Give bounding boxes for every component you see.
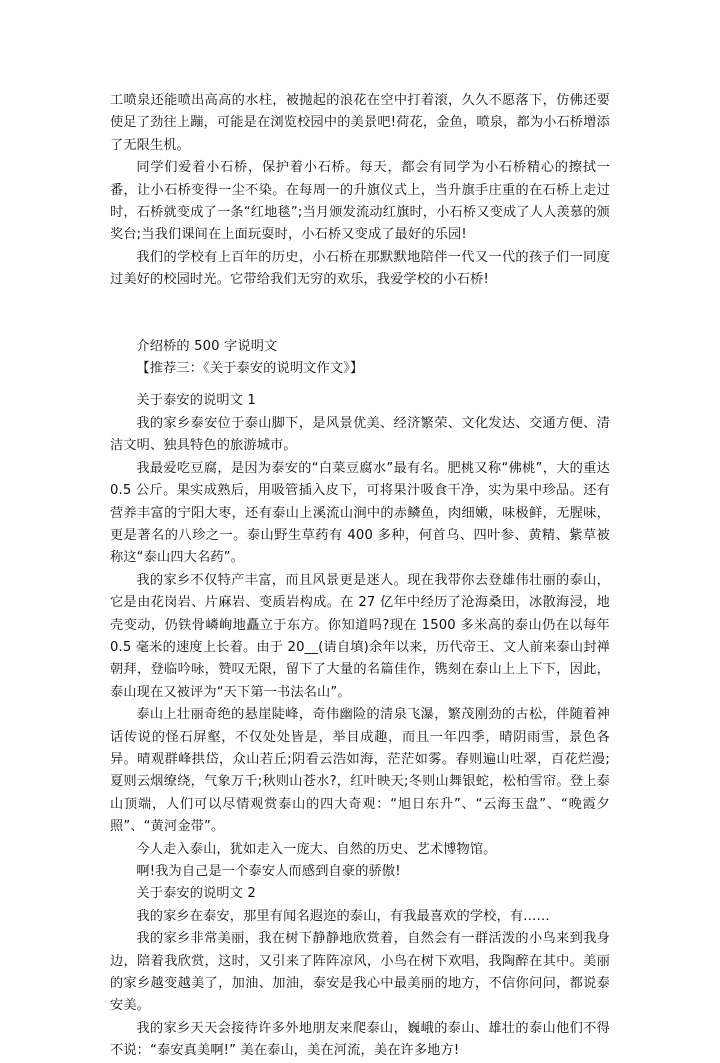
document-body — [110, 90, 610, 1063]
paragraph-history: 我们的学校有上百年的历史，小石桥在那默默地陪伴一代又一代的孩子们一同度过美好的校园时光。它带给我们无穷的欢乐，我爱学校的小石桥! — [110, 249, 610, 288]
essay1-paragraph: 啊!我为自己是一个泰安人而感到自豪的骄傲! — [136, 864, 401, 879]
essay1-title: 关于泰安的说明文 1 — [136, 393, 256, 409]
recommend-heading: 【推荐三：《关于泰安的说明文作文》】 — [136, 361, 364, 377]
section-gap-small — [110, 380, 610, 390]
section-gap — [110, 292, 610, 336]
section-title: 介绍桥的 500 字说明文 — [136, 338, 278, 354]
essay1-paragraph: 我的家乡泰安位于泰山脚下，是风景优美、经济繁荣、文化发达、交通方便、清洁文明、独具特色的旅游城市。 — [110, 415, 610, 454]
essay2-title: 关于泰安的说明文 2 — [136, 886, 256, 902]
paragraph-fountain: 工喷泉还能喷出高高的水柱，被抛起的浪花在空中打着滚，久久不愿落下，仿佛还要使足了劲往上蹦，可能是在浏览校园中的美景吧!荷花，金鱼，喷泉，都为小石桥增添了无限生机。 — [110, 93, 610, 153]
essay1-paragraph: 今人走入泰山，犹如走入一庞大、自然的历史、艺术博物馆。 — [136, 841, 497, 857]
essay2-paragraph: 我的家乡非常美丽，我在树下静静地欣赏着，自然会有一群活泼的小鸟来到我身边，陪着我欣赏，这时，又引来了阵阵凉风，小鸟在树下欢唱，我陶醉在其中。美丽的家乡越变越美了，加油、加油，泰安是我心中最美丽的地方，不信你问问，都说泰安美。 — [110, 931, 610, 1014]
essay2-paragraph: 我的家乡在泰安，那里有闻名遐迩的泰山，有我最喜欢的学校，有…… — [136, 908, 550, 924]
essay1-paragraph: 我的家乡不仅特产丰富，而且风景更是迷人。现在我带你去登雄伟壮丽的泰山，它是由花岗岩、片麻岩、变质岩构成。在 27 亿年中经历了沧海桑田，冰散海浸，地壳变动，仍铁骨嶙峋地矗立于东方。你知道吗?现在 1500 多米高的泰山仍在以每年 0.5 毫米的速度上长着。由于 20__(请自填)余年以来，历代帝王、文人前来泰山封禅朝拜，登临吟咏，赞叹无限，留下了大量的名篇佳作，镌刻在泰山上上下下，因此，泰山现在又被评为“天下第一书法名山”。 — [110, 572, 610, 700]
paragraph-classmates: 同学们爱着小石桥，保护着小石桥。每天，都会有同学为小石桥精心的擦拭一番，让小石桥变得一尘不染。在每周一的升旗仪式上，当升旗手庄重的在石桥上走过时，石桥就变成了一条“红地毯”;当月颁发流动红旗时，小石桥又变成了人人羡慕的颁奖台;当我们课间在上面玩耍时，小石桥又变成了最好的乐园! — [110, 160, 610, 243]
essay2-paragraph: 我的家乡天天会接待许多外地朋友来爬泰山，巍峨的泰山、雄壮的泰山他们不得不说：“泰安真美啊!” 美在泰山，美在河流，美在许多地方! — [110, 1020, 610, 1059]
essay1-paragraph: 泰山上壮丽奇绝的悬崖陡峰，奇伟幽险的清泉飞瀑，繁茂刚劲的古松，伴随着神话传说的怪石屏壑，不仅处处皆是，举目成趣，而且一年四季，晴阴雨雪，景色各异。晴观群峰拱岱，众山若丘;阴看云浩如海，茫茫如雾。春则遍山吐翠，百花烂漫;夏则云烟缭绕，气象万千;秋则山苍水?，红叶映天;冬则山舞银蛇，松柏雪帘。登上泰山顶端，人们可以尽情观赏泰山的四大奇观：“旭日东升”、“云海玉盘”、“晚霞夕照”、“黄河金带”。 — [110, 707, 610, 835]
essay1-paragraph: 我最爱吃豆腐，是因为泰安的“白菜豆腐水”最有名。肥桃又称“佛桃”，大的重达 0.5 公斤。果实成熟后，用吸管插入皮下，可将果汁吸食干净，实为果中珍品。还有营养丰富的宁阳大枣，还有泰山上溪流山涧中的赤鳞鱼，肉细嫩，味极鲜，无腥味，更是著名的八珍之一。泰山野生草药有 400 多种，何首乌、四叶参、黄精、紫草被称这“泰山四大名药”。 — [110, 460, 610, 566]
